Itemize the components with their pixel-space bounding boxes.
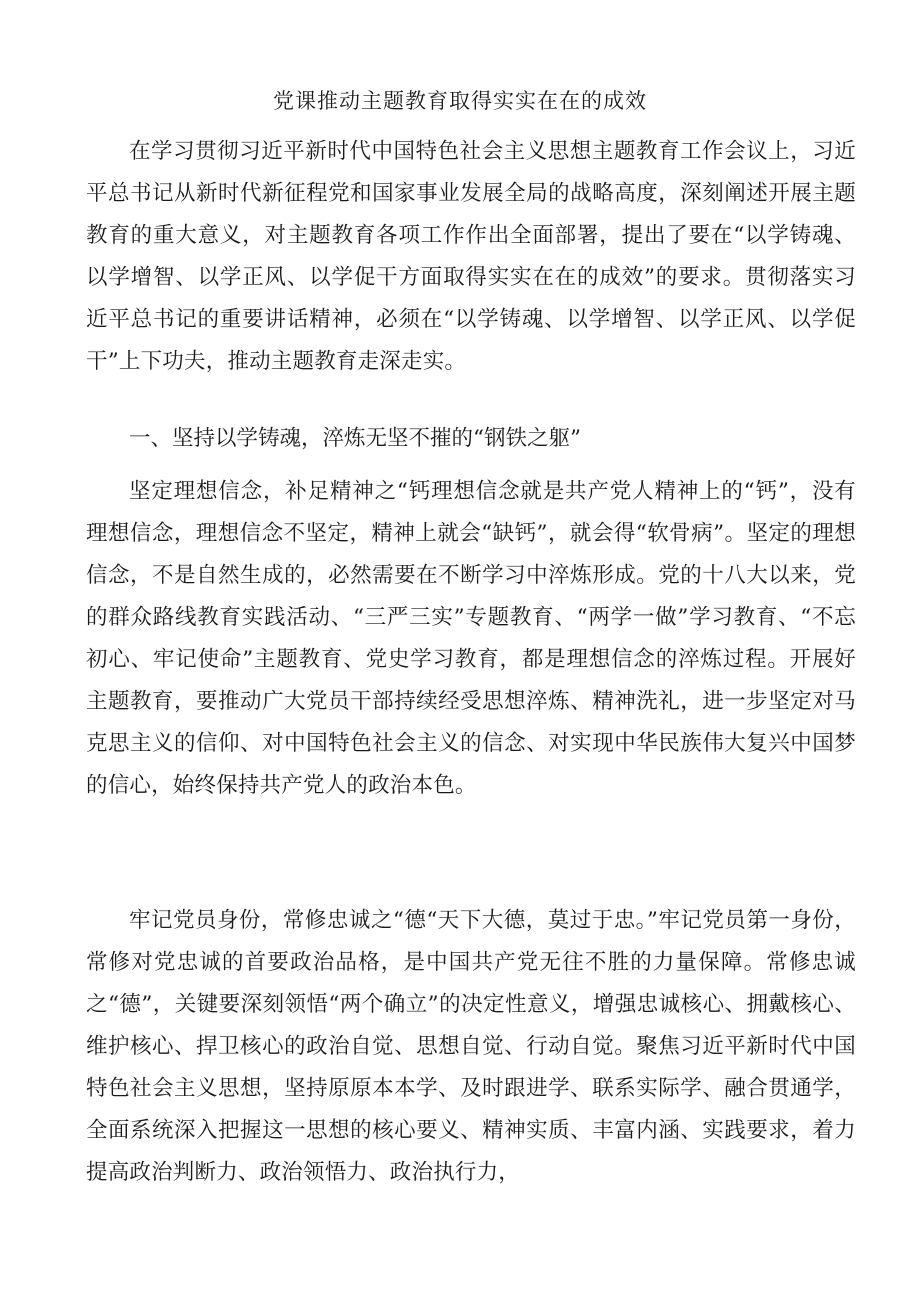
paragraph-loyalty: 牢记党员身份，常修忠诚之“德“天下大德，莫过于忠。”牢记党员第一身份，常修对党忠诚的首要政治品格，是中国共产党无往不胜的力量保障。常修忠诚之“德”，关键要深刻领悟“两个确立”的决定性意义，增强忠诚核心、拥戴核心、维护核心、捍卫核心的政治自觉、思想自觉、行动自觉。聚焦习近平新时代中国特色社会主义思想，坚持原原本本学、及时跟进学、联系实际学、融合贯通学，全面系统深入把握这一思想的核心要义、精神实质、丰富内涵、实践要求，着力提高政治判断力、政治领悟力、政治执行力，	[86, 908, 856, 1185]
paragraph-intro: 在学习贯彻习近平新时代中国特色社会主义思想主题教育工作会议上，习近平总书记从新时代新征程党和国家事业发展全局的战略高度，深刻阐述开展主题教育的重大意义，对主题教育各项工作作出全面部署，提出了要在“以学铸魂、以学增智、以学正风、以学促干方面取得实实在在的成效”的要求。贯彻落实习近平总书记的重要讲话精神，必须在“以学铸魂、以学增智、以学正风、以学促干”上下功夫，推动主题教育走深走实。	[86, 139, 856, 374]
section-heading-1: 一、坚持以学铸魂，淬炼无坚不摧的“钢铁之躯”	[129, 426, 581, 451]
paragraph-ideals: 坚定理想信念，补足精神之“钙理想信念就是共产党人精神上的“钙”，没有理想信念，理想信念不坚定，精神上就会“缺钙”，就会得“软骨病”。坚定的理想信念，不是自然生成的，必然需要在不断学习中淬炼形成。党的十八大以来，党的群众路线教育实践活动、“三严三实”专题教育、“两学一做”学习教育、“不忘初心、牢记使命”主题教育、党史学习教育，都是理想信念的淬炼过程。开展好主题教育，要推动广大党员干部持续经受思想淬炼、精神洗礼，进一步坚定对马克思主义的信仰、对中国特色社会主义的信念、对实现中华民族伟大复兴中国梦的信心，始终保持共产党人的政治本色。	[86, 479, 856, 798]
document-title: 党课推动主题教育取得实实在在的成效	[273, 89, 647, 113]
